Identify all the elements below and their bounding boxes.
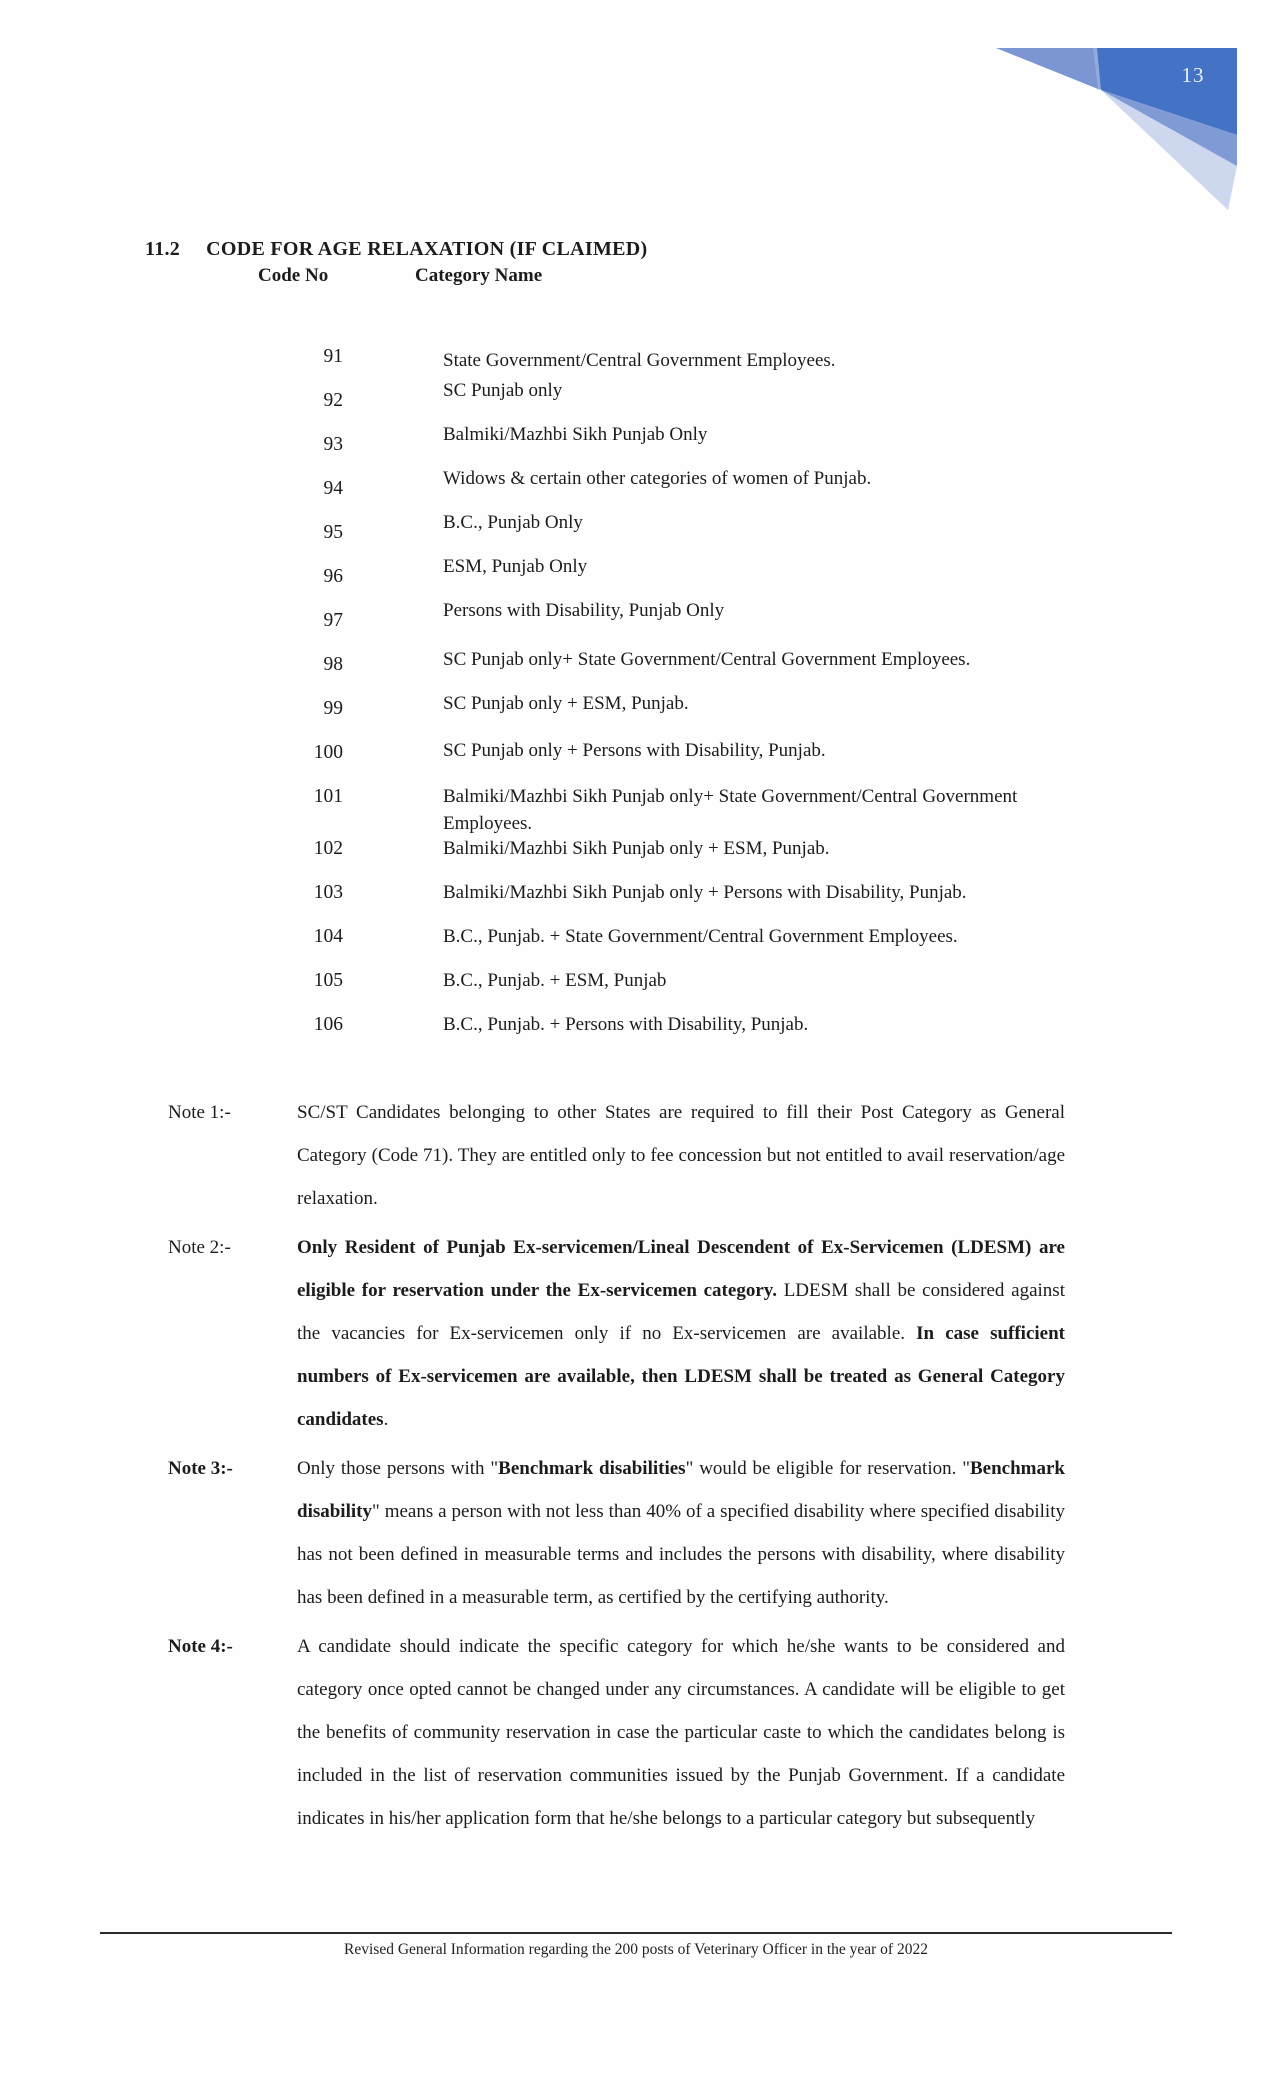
corner-triangle-medium bbox=[996, 48, 1098, 89]
section-number: 11.2 bbox=[145, 238, 181, 260]
note-label: Note 1:- bbox=[168, 1102, 231, 1123]
code-cell: 96 bbox=[323, 566, 343, 587]
code-cell: 102 bbox=[313, 838, 343, 859]
category-cell: B.C., Punjab Only bbox=[443, 512, 583, 533]
code-cell: 98 bbox=[323, 654, 343, 675]
note-label: Note 3:- bbox=[168, 1458, 233, 1479]
code-cell: 92 bbox=[323, 390, 343, 411]
note-text: Only Resident of Punjab Ex-servicemen/Lineal Descendent of Ex-Servicemen (LDESM) are eligible for reservation under the Ex-servicemen category. LDESM shall be considered against the vacancies for Ex-servicemen only if no Ex-servicemen are available. In case sufficient numbers of Ex-servicemen are available, then LDESM shall be treated as General Category candidates. bbox=[297, 1237, 1066, 1430]
note-label: Note 2:- bbox=[168, 1237, 231, 1258]
code-cell: 105 bbox=[313, 970, 343, 991]
footer-divider bbox=[100, 1932, 1172, 1934]
category-cell: Persons with Disability, Punjab Only bbox=[443, 600, 725, 621]
category-cell: SC Punjab only bbox=[443, 380, 563, 401]
table-row bbox=[0, 742, 1275, 786]
code-cell: 93 bbox=[323, 434, 343, 455]
category-cell: State Government/Central Government Employees. bbox=[443, 350, 836, 371]
note-1 bbox=[168, 1091, 1065, 1220]
category-cell: SC Punjab only + ESM, Punjab. bbox=[443, 693, 689, 714]
code-cell: 95 bbox=[323, 522, 343, 543]
code-cell: 106 bbox=[313, 1014, 343, 1035]
category-cell: Balmiki/Mazhbi Sikh Punjab only+ State Government/Central Government Employees. bbox=[443, 786, 1018, 834]
footer-text: Revised General Information regarding the 200 posts of Veterinary Officer in the year of 2022 bbox=[344, 1941, 928, 1958]
note-2 bbox=[168, 1226, 1065, 1441]
category-cell: ESM, Punjab Only bbox=[443, 556, 588, 577]
note-text: A candidate should indicate the specific category for which he/she wants to be considered and category once opted cannot be changed under any circumstances. A candidate will be eligible to get the benefits of community reservation in case the particular caste to which the candidates belong is included in the list of reservation communities issued by the Punjab Government. If a candidate indicates in his/her application form that he/she belongs to a particular category but subsequently bbox=[297, 1636, 1065, 1829]
table-row bbox=[0, 882, 1275, 926]
category-cell: SC Punjab only+ State Government/Central Government Employees. bbox=[443, 649, 971, 670]
table-row bbox=[0, 926, 1275, 970]
code-cell: 97 bbox=[323, 610, 343, 631]
category-cell: SC Punjab only + Persons with Disability, Punjab. bbox=[443, 740, 826, 761]
table-row bbox=[0, 786, 1275, 838]
code-cell: 103 bbox=[313, 882, 343, 903]
note-3 bbox=[168, 1447, 1065, 1619]
code-cell: 100 bbox=[313, 742, 343, 763]
code-cell: 99 bbox=[323, 698, 343, 719]
note-label: Note 4:- bbox=[168, 1636, 233, 1657]
category-cell: B.C., Punjab. + ESM, Punjab bbox=[443, 970, 667, 991]
column-header-code-no: Code No bbox=[258, 265, 329, 286]
category-cell: Balmiki/Mazhbi Sikh Punjab only + ESM, Punjab. bbox=[443, 838, 830, 859]
age-relaxation-code-table bbox=[0, 346, 1275, 1058]
section-title: CODE FOR AGE RELAXATION (IF CLAIMED) bbox=[206, 238, 648, 260]
category-cell: Widows & certain other categories of women of Punjab. bbox=[443, 468, 872, 489]
notes-section bbox=[168, 1091, 1065, 1846]
table-row bbox=[0, 693, 1275, 742]
note-4 bbox=[168, 1625, 1065, 1840]
category-cell: Balmiki/Mazhbi Sikh Punjab Only bbox=[443, 424, 708, 445]
category-cell: B.C., Punjab. + State Government/Central Government Employees. bbox=[443, 926, 958, 947]
code-cell: 104 bbox=[313, 926, 343, 947]
table-row bbox=[0, 838, 1275, 882]
table-row bbox=[0, 1014, 1275, 1058]
code-cell: 91 bbox=[323, 346, 343, 367]
column-header-category-name: Category Name bbox=[415, 265, 543, 286]
note-text: SC/ST Candidates belonging to other States are required to fill their Post Category as General Category (Code 71). They are entitled only to fee concession but not entitled to avail reservation/age relaxation. bbox=[297, 1102, 1065, 1209]
page-number: 13 bbox=[1181, 63, 1205, 87]
category-cell: Balmiki/Mazhbi Sikh Punjab only + Persons with Disability, Punjab. bbox=[443, 882, 967, 903]
code-cell: 101 bbox=[313, 786, 343, 807]
section-heading bbox=[145, 238, 648, 261]
table-row bbox=[0, 970, 1275, 1014]
category-cell: B.C., Punjab. + Persons with Disability, Punjab. bbox=[443, 1014, 809, 1035]
code-cell: 94 bbox=[323, 478, 343, 499]
note-text: Only those persons with "Benchmark disabilities" would be eligible for reservation. "Benchmark disability" means a person with not less than 40% of a specified disability where specified disability has not been defined in measurable terms and includes the persons with disability, where disability has been defined in a measurable term, as certified by the certifying authority. bbox=[297, 1458, 1065, 1608]
